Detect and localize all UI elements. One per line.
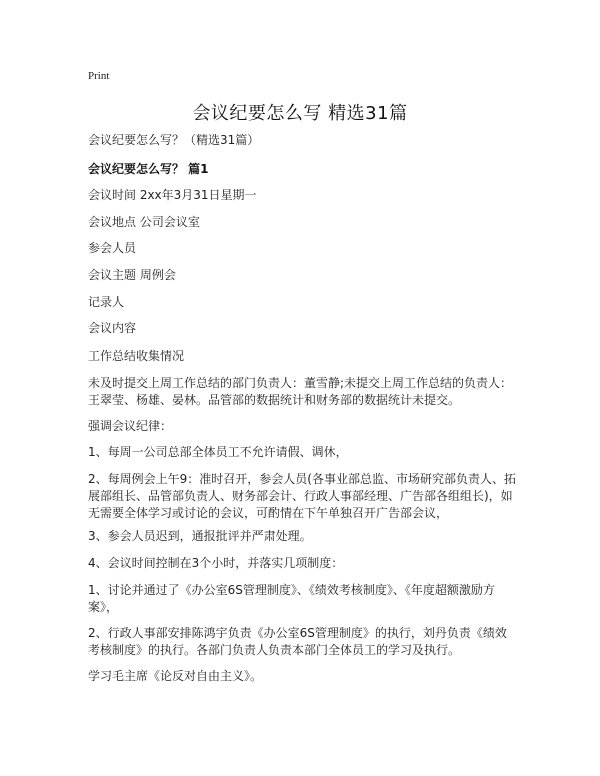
- work-summary: 工作总结收集情况: [88, 349, 185, 363]
- meeting-place: 会议地点 公司会议室: [88, 215, 200, 229]
- recorder: 记录人: [88, 295, 125, 309]
- section-heading: 会议纪要怎么写？ 篇1: [88, 162, 209, 176]
- meeting-time: 会议时间 2xx年3月31日星期一: [88, 188, 257, 202]
- content-label: 会议内容: [88, 321, 137, 335]
- document-title: 会议纪要怎么写 精选31篇: [192, 103, 408, 124]
- document-subtitle: 会议纪要怎么写？（精选31篇）: [88, 133, 260, 147]
- rule-3: 3、参会人员迟到，通报批评并严肃处理。: [88, 529, 312, 543]
- rule-2: 2、每周例会上午9：准时召开，参会人员(各事业部总监、市场研究部负责人、拓展部组长、品管部负责人、财务部会计、行政人事部经理、广告部各组组长)，如无需要全体学习或讨论的会议，可酌情在下午单独召开广告部会议，: [88, 472, 516, 520]
- rule-1: 1、每周一公司总部全体员工不允许请假、调休，: [88, 445, 348, 459]
- print-label: Print: [88, 70, 110, 82]
- study-item: 学习毛主席《论反对自由主义》。: [88, 669, 263, 683]
- item-2: 2、行政人事部安排陈鸿宇负责《办公室6S管理制度》的执行，刘丹负责《绩效考核制度》的执行。各部门负责人负责本部门全体员工的学习及执行。: [88, 626, 507, 657]
- rule-4: 4、会议时间控制在3个小时，并落实几项制度：: [88, 556, 344, 570]
- summary-detail: 未及时提交上周工作总结的部门负责人：董雪静;未提交上周工作总结的负责人：王翠莹、杨雄、晏林。品管部的数据统计和财务部的数据统计未提交。: [88, 376, 513, 407]
- discipline-heading: 强调会议纪律：: [88, 419, 173, 433]
- item-1: 1、讨论并通过了《办公室6S管理制度》、《绩效考核制度》、《年度超额激励方案》，: [88, 583, 495, 614]
- meeting-topic: 会议主题 周例会: [88, 268, 176, 282]
- attendees: 参会人员: [88, 241, 137, 255]
